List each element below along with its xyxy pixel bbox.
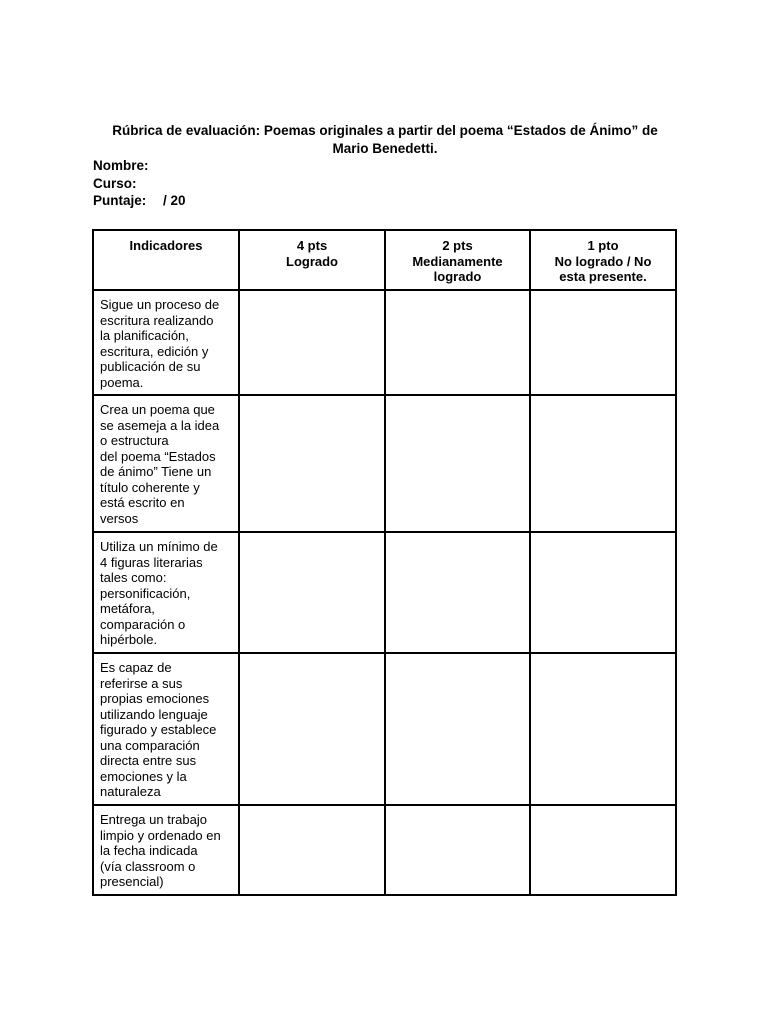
score-cell-1-pto (530, 532, 676, 653)
header-2-pts (385, 230, 530, 290)
score-cell-4-pts (239, 532, 385, 653)
score-cell-4-pts (239, 290, 385, 395)
score-cell-1-pto (530, 653, 676, 805)
indicator-line: personificación, (100, 585, 191, 601)
indicator-line: la planificación, (100, 328, 189, 343)
indicator-line: utilizando lenguaje (100, 706, 208, 722)
header-indicadores (93, 230, 239, 290)
score-cell-2-pts (385, 395, 530, 532)
indicator-line: Utiliza un mínimo de (100, 539, 218, 554)
score-cell-4-pts (239, 395, 385, 532)
indicator-line: naturaleza (100, 784, 161, 799)
score-cell-1-pto (530, 290, 676, 395)
document-title (90, 122, 680, 157)
header-line: Indicadores (129, 238, 203, 253)
score-cell-4-pts (239, 805, 385, 895)
indicator-line: publicación de su (100, 359, 201, 374)
indicator-line: tales como: (100, 570, 167, 585)
table-row (93, 290, 676, 395)
indicator-line: escritura, edición y (100, 343, 209, 359)
table-row (93, 532, 676, 653)
indicator-line: comparación o (100, 616, 186, 632)
indicator-line: emociones y la (100, 768, 187, 784)
indicator-line: Es capaz de (100, 660, 172, 675)
header-row (93, 230, 676, 290)
rubric-table (92, 229, 677, 896)
indicator-line: (vía classroom o (100, 858, 196, 874)
indicator-line: hipérbole. (100, 632, 158, 647)
indicator-line: figurado y establece (100, 722, 217, 737)
indicator-line: está escrito en (100, 495, 185, 510)
score-cell-1-pto (530, 395, 676, 532)
indicator-line: Sigue un proceso de (100, 297, 220, 312)
puntaje-label: Puntaje: (93, 193, 147, 208)
indicator-cell (93, 653, 239, 805)
score-cell-4-pts (239, 653, 385, 805)
indicator-line: de ánimo” Tiene un (100, 464, 212, 479)
indicator-line: versos (100, 510, 139, 526)
score-cell-2-pts (385, 532, 530, 653)
indicator-line: 4 figuras literarias (100, 554, 203, 570)
score-cell-2-pts (385, 805, 530, 895)
header-line: Logrado (286, 253, 338, 269)
curso-label: Curso: (93, 175, 137, 191)
header-line: 2 pts (442, 238, 473, 253)
indicator-cell (93, 805, 239, 895)
indicator-cell (93, 532, 239, 653)
header-line: 4 pts (296, 238, 328, 253)
indicator-line: Entrega un trabajo (100, 812, 207, 827)
indicator-cell (93, 395, 239, 532)
indicator-line: del poema “Estados (100, 448, 216, 464)
student-info (93, 157, 186, 210)
puntaje-row (93, 192, 186, 210)
header-line: No logrado / No (554, 253, 652, 269)
header-1-pto (530, 230, 676, 290)
title-line-2: Mario Benedetti. (332, 140, 438, 156)
header-line: 1 pto (587, 238, 619, 253)
score-cell-2-pts (385, 290, 530, 395)
indicator-line: limpio y ordenado en (100, 827, 221, 843)
table-row (93, 395, 676, 532)
header-4-pts (239, 230, 385, 290)
indicator-line: una comparación (100, 737, 200, 753)
header-line: esta presente. (559, 269, 647, 284)
indicator-line: la fecha indicada (100, 843, 198, 858)
indicator-cell (93, 290, 239, 395)
indicator-line: o estructura (100, 433, 169, 448)
nombre-label: Nombre: (93, 158, 149, 173)
puntaje-total: / 20 (163, 193, 186, 208)
indicator-line: Crea un poema que (100, 402, 215, 417)
indicator-line: presencial) (100, 874, 164, 889)
indicator-line: referirse a sus (100, 675, 183, 691)
table-row (93, 805, 676, 895)
indicator-line: propias emociones (100, 691, 210, 706)
indicator-line: título coherente y (100, 479, 200, 495)
table-row (93, 653, 676, 805)
header-line: logrado (433, 269, 482, 284)
indicator-line: poema. (100, 374, 144, 390)
header-line: Medianamente (412, 253, 503, 269)
title-line-1: Rúbrica de evaluación: Poemas originales a partir del poema “Estados de Ánimo” de (112, 123, 658, 138)
indicator-line: escritura realizando (100, 312, 214, 328)
indicator-line: metáfora, (100, 601, 155, 616)
score-cell-2-pts (385, 653, 530, 805)
indicator-line: se asemeja a la idea (100, 417, 220, 433)
score-cell-1-pto (530, 805, 676, 895)
indicator-line: directa entre sus (100, 753, 197, 768)
